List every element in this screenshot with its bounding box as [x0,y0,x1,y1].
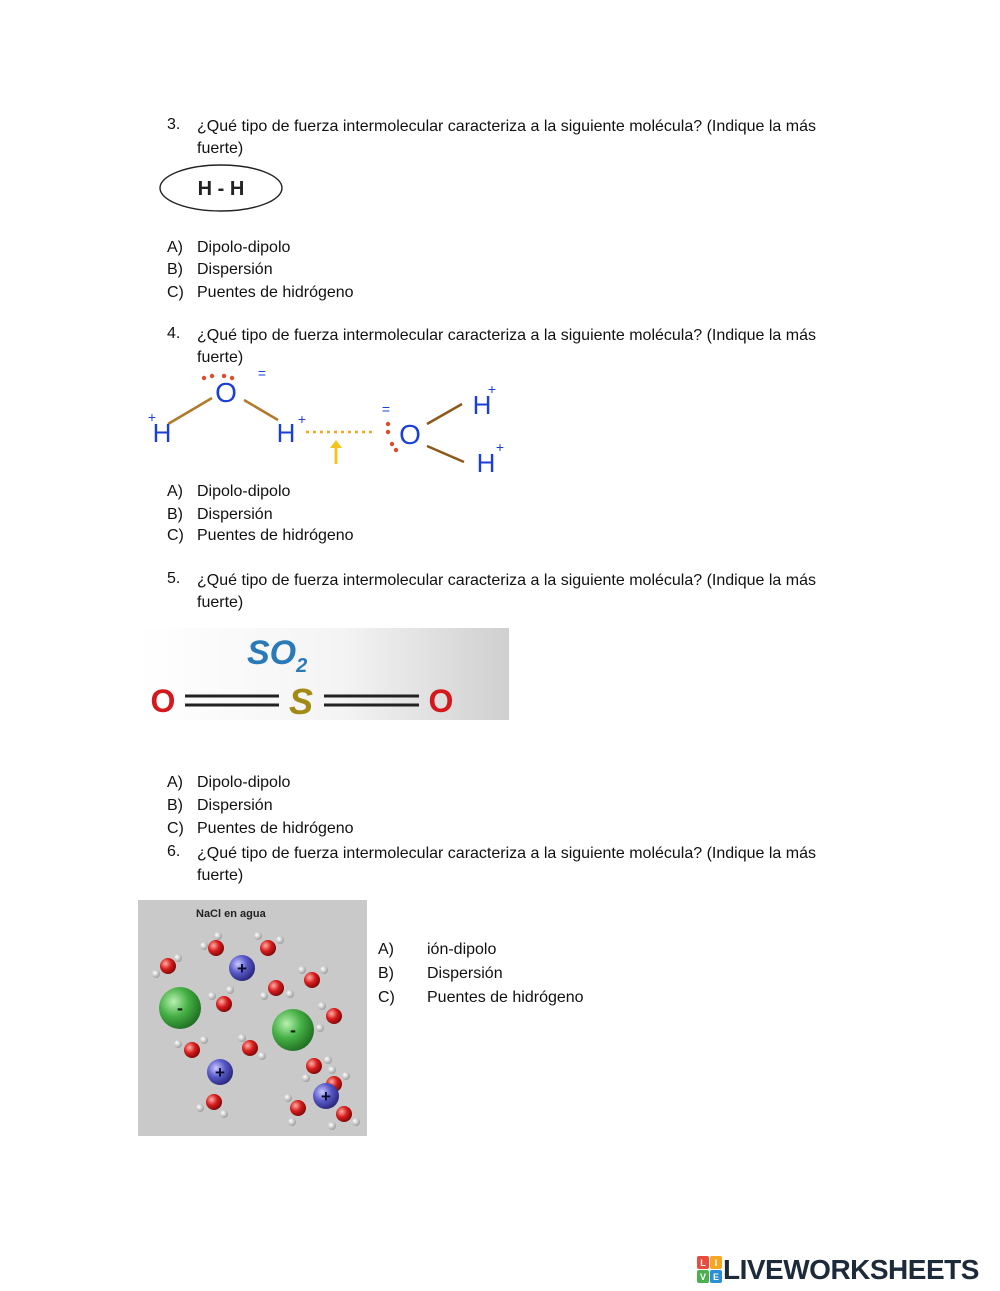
question-3-option-c[interactable]: C) Puentes de hidrógeno [167,284,354,301]
question-6-number: 6. [167,843,181,860]
chloride-ion-left-sign: - [177,998,183,1018]
question-4-line-2: fuerte) [197,349,244,366]
question-6-option-a[interactable]: A) ión-dipolo [378,941,497,958]
svg-text:V: V [699,1272,707,1282]
question-3-number: 3. [167,116,181,133]
question-6-option-b[interactable]: B) Dispersión [378,965,503,982]
water-1-oxygen: O [215,377,237,408]
water-1-hydrogen-left-charge: + [147,409,157,425]
water-1-hydrogen-right: H [276,418,296,448]
sodium-ion-top-sign: + [237,959,247,978]
question-5-text [197,570,837,614]
svg-text:L: L [700,1258,706,1268]
h2-molecule-label: H - H [197,178,245,200]
water-1-hydrogen-right-charge: + [297,411,307,427]
water-2-hydrogen-bottom: H [476,448,496,478]
svg-text:I: I [714,1258,718,1268]
chloride-ion-right-sign: - [290,1020,296,1040]
question-4-option-a[interactable]: A) Dipolo-dipolo [167,483,291,500]
question-3-text [197,116,837,160]
hydrogen-bond-image [140,366,510,478]
question-6-line-1: ¿Qué tipo de fuerza intermolecular caracteriza a la siguiente molécula? (Indique la más [197,845,816,862]
svg-text:E: E [712,1272,720,1282]
liveworksheets-logo-icon [697,1256,723,1284]
question-5-option-b[interactable]: B) Dispersión [167,797,273,814]
question-4-option-c[interactable]: C) Puentes de hidrógeno [167,527,354,544]
question-4-text [197,325,837,369]
question-4-option-b[interactable]: B) Dispersión [167,506,273,523]
question-3-option-b[interactable]: B) Dispersión [167,261,273,278]
question-4-number: 4. [167,325,181,342]
water-2-hydrogen-bottom-charge: + [495,439,505,455]
water-2-oxygen-charge: = [381,401,391,417]
question-5-line-2: fuerte) [197,594,244,611]
water-1-hydrogen-left: H [152,418,172,448]
so2-formula: $SO_2$ [247,634,308,677]
question-3-line-1: ¿Qué tipo de fuerza intermolecular caracteriza a la siguiente molécula? (Indique la más [197,118,816,135]
question-5-number: 5. [167,570,181,587]
question-3-option-a[interactable]: A) Dipolo-dipolo [167,239,291,256]
so2-oxygen-left: O [150,683,176,719]
sodium-ion-right-sign: + [321,1087,331,1106]
water-1-oxygen-charge: = [257,366,267,381]
so2-oxygen-right: O [428,683,454,719]
water-2-hydrogen-top-charge: + [487,381,497,397]
sodium-ion-middle-sign: + [215,1063,225,1082]
question-5-option-a[interactable]: A) Dipolo-dipolo [167,774,291,791]
question-5-line-1: ¿Qué tipo de fuerza intermolecular caracteriza a la siguiente molécula? (Indique la más [197,572,816,589]
water-2-hydrogen-top: H [472,390,492,420]
question-6-text [197,843,837,887]
nacl-in-water-image [138,900,367,1136]
h2-molecule-image [156,162,286,214]
so2-molecule-image [139,628,509,720]
question-4-line-1: ¿Qué tipo de fuerza intermolecular caracteriza a la siguiente molécula? (Indique la más [197,327,816,344]
question-5-option-c[interactable]: C) Puentes de hidrógeno [167,820,354,837]
water-2-oxygen: O [399,419,421,450]
question-6-line-2: fuerte) [197,867,244,884]
liveworksheets-logo-text: LIVEWORKSHEETS [723,1254,979,1285]
nacl-image-title: NaCl en agua [196,908,266,920]
so2-sulfur: S [288,681,314,720]
question-6-option-c[interactable]: C) Puentes de hidrógeno [378,989,584,1006]
question-3-line-2: fuerte) [197,140,244,157]
liveworksheets-logo [697,1255,979,1285]
